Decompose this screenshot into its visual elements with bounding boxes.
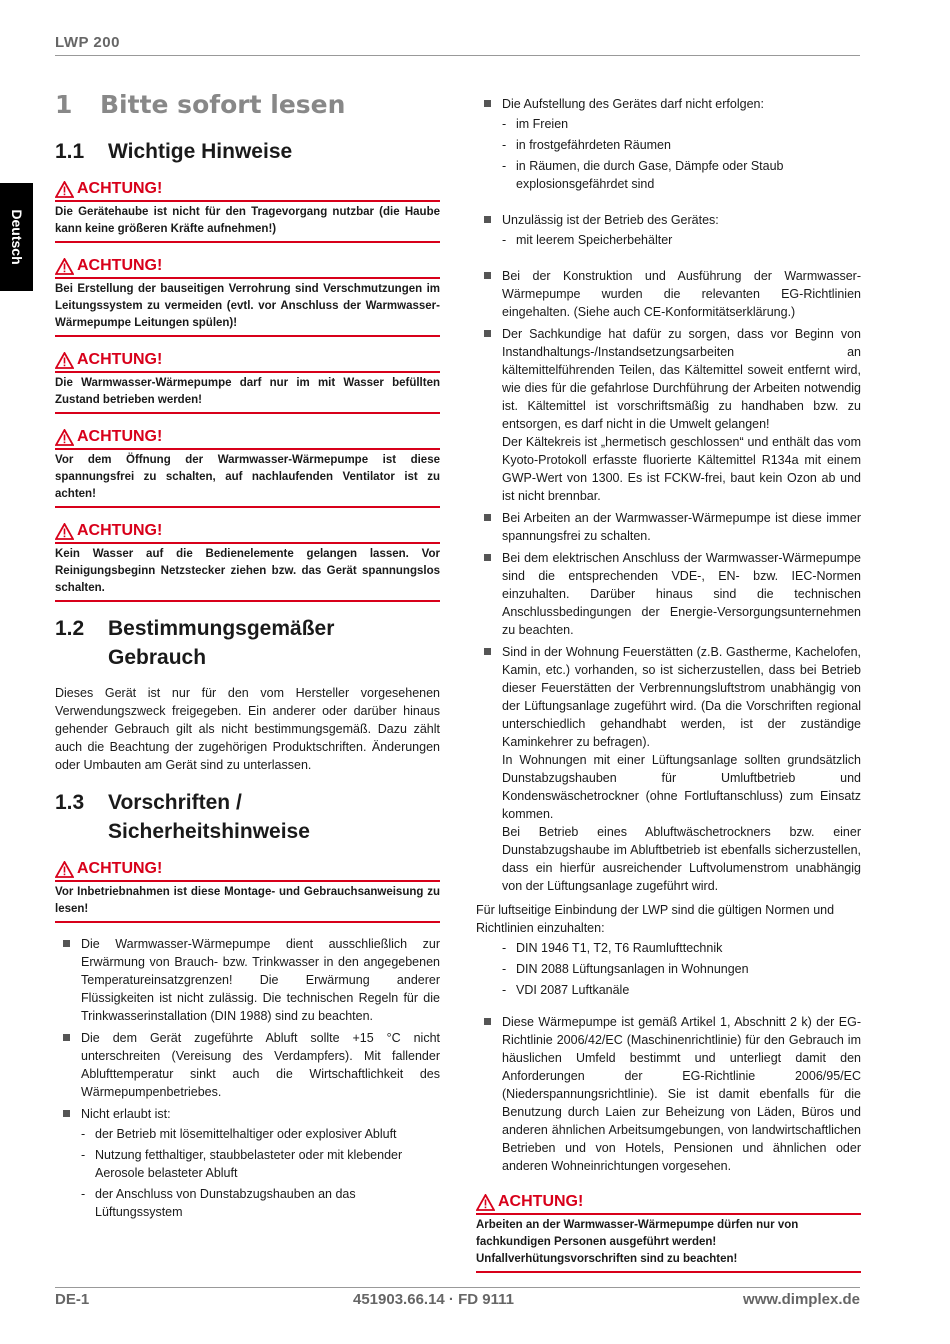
warning-triangle-icon — [55, 523, 74, 540]
warning-box — [476, 1191, 861, 1273]
section-title-line-1: Vorschriften / — [108, 791, 242, 814]
warning-text: Bei Erstellung der bauseitigen Verrohrung sind Verschmutzungen im Leitungssystem zu vermeiden (evtl. vor Anschluss der Warmwasser-Wärmepumpe Leitungen spülen)! — [55, 279, 440, 337]
list-item — [476, 95, 861, 193]
list-item-text: Sind in der Wohnung Feuerstätten (z.B. Gastherme, Kachelofen, Kamin, etc.) vorhanden, so ist sicherzustellen, dass bei Betrieb dieser Feuerstätten der Verbrennungsluftstrom unabhängig von der Lüftungsanlage zugeführt wird. (Da die Vorschriften regional unterschiedlich gehandhabt werden, ist der zuständige Kaminkehrer zu befragen). — [502, 645, 861, 749]
website-link[interactable]: www.dimplex.de — [743, 1291, 860, 1308]
safety-bullet-list — [476, 95, 861, 193]
warning-label: ACHTUNG! — [77, 522, 163, 539]
document-number: 451903.66.14 · FD 9111 — [353, 1291, 514, 1308]
warning-title — [476, 1191, 861, 1215]
warning-text: Die Warmwasser-Wärmepumpe darf nur im mit Wasser befüllten Zustand betrieben werden! — [55, 373, 440, 414]
sub-list-item: - mit leerem Speicherbehälter — [502, 231, 861, 249]
warning-text: Vor dem Öffnung der Warmwasser-Wärmepumpe ist diese spannungsfrei zu schalten, auf nachlaufenden Ventilator ist zu achten! — [55, 450, 440, 508]
page-number: DE-1 — [55, 1291, 90, 1308]
section-1-2-heading — [55, 614, 440, 672]
safety-bullet-list — [476, 267, 861, 895]
warning-triangle-icon — [55, 258, 74, 275]
section-1-1-heading — [55, 137, 440, 166]
warning-text-line: Arbeiten an der Warmwasser-Wärmepumpe dürfen nur von fachkundigen Personen ausgeführt werden! — [476, 1219, 799, 1248]
list-item-text: Bei Betrieb eines Abluftwäschetrockners bzw. einer Dunstabzugshaube im Abluftbetrieb ist ebenfalls sicherzustellen, dass ein hierfür ausreichender Luftvolumenstrom unabhängig von der Lüftungsanlage zugeführt wird. — [502, 825, 861, 893]
section-number: 1.3 — [55, 791, 85, 814]
sub-list-item: - DIN 1946 T1, T2, T6 Raumlufttechnik — [502, 939, 861, 957]
warning-triangle-icon — [476, 1194, 495, 1211]
warning-box — [55, 349, 440, 414]
warning-title — [55, 520, 440, 544]
list-item: Bei der Konstruktion und Ausführung der Warmwasser-Wärmepumpe wurden die relevanten EG-Richtlinien eingehalten. (Siehe auch CE-Konformitätserklärung.) — [476, 267, 861, 321]
section-1-3-heading — [55, 788, 440, 846]
sub-list — [502, 231, 861, 249]
list-item: Diese Wärmepumpe ist gemäß Artikel 1, Abschnitt 2 k) der EG-Richtlinie 2006/42/EC (Maschinenrichtlinie) für den Gebrauch im häuslichen Umfeld bestimmt und unterliegt damit den Anforderungen der EG-Richtlinie 2006/95/EC (Niederspannungsrichtlinie). Sie ist damit ebenfalls für die Benutzung durch Laien zur Beheizung von Läden, Büros und anderen ähnlichen Arbeitsumgebungen, von landwirtschaftlichen Betrieben und von Hotels, Pensionen und ähnlichen oder anderen Wohneinrichtungen vorgesehen. — [476, 1013, 861, 1175]
warning-box — [55, 520, 440, 602]
list-item — [476, 643, 861, 895]
warning-triangle-icon — [55, 429, 74, 446]
warning-label: ACHTUNG! — [77, 860, 163, 877]
section-title: Wichtige Hinweise — [108, 140, 293, 163]
sub-list-item: - Nutzung fetthaltiger, staubbelasteter oder mit klebender Aerosole belasteter Abluft — [81, 1146, 440, 1182]
header-rule — [55, 55, 860, 56]
chapter-number: 1 — [55, 90, 73, 119]
sub-list-item: - in Räumen, die durch Gase, Dämpfe oder Staub explosionsgefährdet sind — [502, 157, 861, 193]
chapter-title: Bitte sofort lesen — [100, 90, 346, 119]
left-column — [55, 90, 440, 1225]
warning-box — [55, 255, 440, 337]
sub-list-item: - in frostgefährdeten Räumen — [502, 136, 861, 154]
warning-box — [55, 426, 440, 508]
sub-list — [502, 939, 861, 999]
list-item: Bei dem elektrischen Anschluss der Warmwasser-Wärmepumpe sind die entsprechenden VDE-, EN- bzw. IEC-Normen einzuhalten. Darüber hinaus sind die technischen Anschlussbedingungen der Energie-Versorgungsunternehmen zu beachten. — [476, 549, 861, 639]
section-number: 1.1 — [55, 140, 85, 163]
warning-text: Die Gerätehaube ist nicht für den Tragevorgang nutzbar (die Haube kann keine größeren Kräfte aufnehmen!) — [55, 202, 440, 243]
warning-text-line: Unfallverhütungsvorschriften sind zu beachten! — [476, 1253, 738, 1265]
language-tab — [0, 183, 33, 291]
sub-list-item: - im Freien — [502, 115, 861, 133]
section-title-line-1: Bestimmungsgemäßer — [108, 617, 335, 640]
warning-text: Vor Inbetriebnahmen ist diese Montage- und Gebrauchsanweisung zu lesen! — [55, 882, 440, 923]
list-item: Bei Arbeiten an der Warmwasser-Wärmepumpe ist diese immer spannungsfrei zu schalten. — [476, 509, 861, 545]
list-item — [476, 211, 861, 249]
warning-label: ACHTUNG! — [77, 180, 163, 197]
right-column — [476, 95, 861, 1285]
chapter-heading — [55, 90, 440, 119]
header-title: LWP 200 — [55, 34, 120, 51]
warning-label: ACHTUNG! — [77, 428, 163, 445]
footer-rule — [55, 1287, 860, 1288]
list-item-text: Unzulässig ist der Betrieb des Gerätes: — [502, 213, 719, 227]
warning-text: Kein Wasser auf die Bedienelemente gelangen lassen. Vor Reinigungsbeginn Netzstecker ziehen bzw. das Gerät spannungslos schalten. — [55, 544, 440, 602]
warning-title — [55, 178, 440, 202]
list-item: Die Warmwasser-Wärmepumpe dient ausschließlich zur Erwärmung von Brauch- bzw. Trinkwasser in den angegebenen Temperatureinsatzgrenzen! Die Erwärmung anderer Flüssigkeiten ist nicht zulässig. Die technischen Regeln für die Trinkwasserinstallation (DIN 1988) sind zu beachten. — [55, 935, 440, 1025]
norms-text: Für luftseitige Einbindung der LWP sind die gültigen Normen und Richtlinien einzuhalten: — [476, 903, 835, 935]
safety-bullet-list — [476, 211, 861, 249]
warning-triangle-icon — [55, 352, 74, 369]
list-item-text: Der Kältekreis ist „hermetisch geschlossen“ und enthält das vom Kyoto-Protokoll erfasste fluorierte Kältemittel R134a mit einem GWP-Wert von 1300. Es ist FCKW-frei, baut kein Ozon ab und ist nicht brennbar. — [502, 435, 861, 503]
sub-list — [81, 1125, 440, 1221]
warning-title — [55, 858, 440, 882]
warning-label: ACHTUNG! — [77, 351, 163, 368]
warning-box — [55, 178, 440, 243]
sub-list-item: - DIN 2088 Lüftungsanlagen in Wohnungen — [502, 960, 861, 978]
warning-title — [55, 426, 440, 450]
section-number: 1.2 — [55, 617, 85, 640]
list-item-text: Die Aufstellung des Gerätes darf nicht erfolgen: — [502, 97, 764, 111]
section-title-line-2: Sicherheitshinweise — [108, 820, 310, 843]
safety-bullet-list — [55, 935, 440, 1221]
warning-label: ACHTUNG! — [77, 257, 163, 274]
sub-list-item: - der Betrieb mit lösemittelhaltiger oder explosiver Abluft — [81, 1125, 440, 1143]
list-item — [55, 1105, 440, 1221]
sub-list-item: - VDI 2087 Luftkanäle — [502, 981, 861, 999]
section-title-line-2: Gebrauch — [108, 646, 207, 669]
list-item — [476, 325, 861, 505]
warning-label: ACHTUNG! — [498, 1193, 584, 1210]
warning-text — [476, 1215, 861, 1273]
warning-triangle-icon — [55, 861, 74, 878]
sub-list — [502, 115, 861, 193]
language-tab-label: Deutsch — [8, 209, 25, 265]
norms-block — [476, 901, 861, 999]
list-item: Die dem Gerät zugeführte Abluft sollte +15 °C nicht unterschreiten (Vereisung des Verdampfers). Mit fallender Ablufttemperatur sinkt auch die Wirtschaftlichkeit des Wärmepumpenbetriebes. — [55, 1029, 440, 1101]
list-item-text: Der Sachkundige hat dafür zu sorgen, dass vor Beginn von Instandhaltungs-/Instandsetzungsarbeiten an kältemittelführenden Teilen, das Kältemittel soweit entfernt wird, wie dies für die gefahrlose Durchführung der Arbeiten notwendig ist. Kältemittel ist vorschriftsmäßig zu handhaben bzw. zu entsorgen, es darf nicht in die Umwelt gelangen! — [502, 327, 861, 431]
list-item-text: In Wohnungen mit einer Lüftungsanlage sollten grundsätzlich Dunstabzugshauben für Umluftbetrieb und Kondenswäschetrockner (ohne Fortluftanschluss) zum Einsatz kommen. — [502, 753, 861, 821]
warning-triangle-icon — [55, 181, 74, 198]
warning-box — [55, 858, 440, 923]
list-item-text: Nicht erlaubt ist: — [81, 1107, 171, 1121]
intended-use-paragraph: Dieses Gerät ist nur für den vom Hersteller vorgesehenen Verwendungszweck freigegeben. Ein anderer oder darüber hinaus gehender Gebrauch gilt als nicht bestimmungsgemäß. Dazu zählt auch die Beachtung der zugehörigen Produktschriften. Änderungen oder Umbauten am Gerät sind zu unterlassen. — [55, 686, 440, 772]
warning-title — [55, 255, 440, 279]
warning-title — [55, 349, 440, 373]
sub-list-item: - der Anschluss von Dunstabzugshauben an das Lüftungssystem — [81, 1185, 440, 1221]
safety-bullet-list — [476, 1013, 861, 1175]
